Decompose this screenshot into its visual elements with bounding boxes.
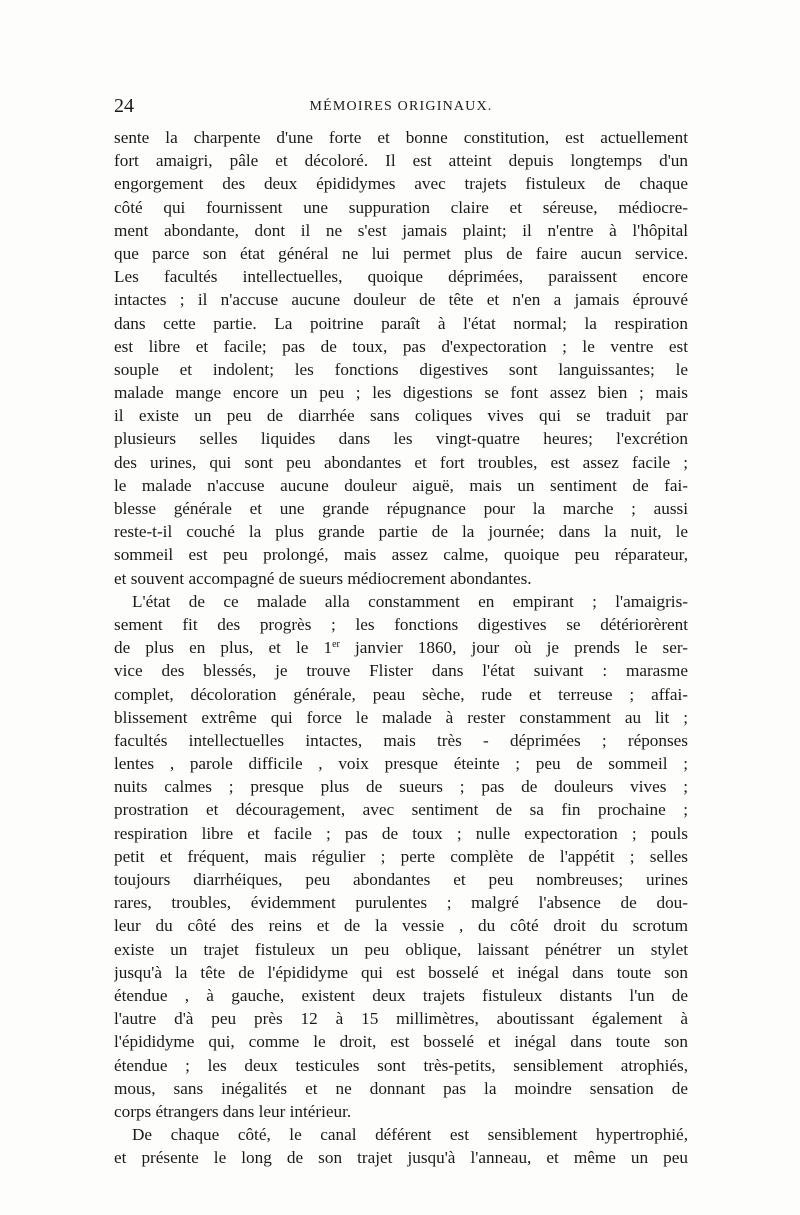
text-line: prostration et découragement, avec sentiment de sa fin prochaine ;: [114, 800, 688, 820]
text-line: reste-t-il couché la plus grande partie de la journée; dans la nuit, le: [114, 522, 688, 542]
text-line: mous, sans inégalités et ne donnant pas la moindre sensation de: [114, 1078, 688, 1098]
text-line: étendue , à gauche, existent deux trajets fistuleux distants l'un de: [114, 985, 688, 1005]
text-line: fort amaigri, pâle et décoloré. Il est atteint depuis longtemps d'un: [114, 151, 688, 171]
text-line: souple et indolent; les fonctions digestives sont languissantes; le: [114, 359, 688, 379]
text-line: existe un trajet fistuleux un peu oblique, laissant pénétrer un stylet: [114, 939, 688, 959]
text-line: sement fit des progrès ; les fonctions digestives se détériorèrent: [114, 614, 688, 634]
text-line: respiration libre et facile ; pas de toux ; nulle expectoration ; pouls: [114, 823, 688, 843]
text-line: toujours diarrhéiques, peu abondantes et peu nombreuses; urines: [114, 870, 688, 889]
text-line: De chaque côté, le canal déférent est sensiblement hypertrophié,: [132, 1125, 688, 1145]
text-line: vice des blessés, je trouve Flister dans l'état suivant : marasme: [114, 661, 688, 681]
ordinal-superscript: er: [332, 639, 340, 651]
text-line: corps étrangers dans leur intérieur.: [114, 1101, 352, 1121]
text-line: et présente le long de son trajet jusqu'à l'anneau, et même un peu: [114, 1148, 688, 1168]
text-line: L'état de ce malade alla constamment en empirant ; l'amaigris-: [132, 591, 688, 611]
text-line: des urines, qui sont peu abondantes et fort troubles, est assez facile ;: [114, 452, 688, 472]
text-line: malade mange encore un peu ; les digestions se font assez bien ; mais: [114, 383, 688, 403]
text-line: et souvent accompagné de sueurs médiocrement abondantes.: [114, 568, 532, 588]
text-line: facultés intellectuelles intactes, mais très - déprimées ; réponses: [114, 730, 688, 750]
text-line: petit et fréquent, mais régulier ; perte complète de l'appétit ; selles: [114, 846, 688, 866]
text-line: est libre et facile; pas de toux, pas d'expectoration ; le ventre est: [114, 336, 688, 356]
page-header: [114, 95, 688, 117]
text-line: leur du côté des reins et de la vessie , du côté droit du scrotum: [114, 916, 688, 936]
text-line: rares, troubles, évidemment purulentes ; malgré l'absence de dou-: [114, 893, 688, 913]
text-segment: de plus en plus, et le 1: [114, 638, 333, 658]
text-line: Les facultés intellectuelles, quoique déprimées, paraissent encore: [114, 267, 688, 287]
text-line: plusieurs selles liquides dans les vingt-quatre heures; l'excrétion: [114, 429, 688, 449]
text-line: l'épididyme qui, comme le droit, est bosselé et inégal dans toute son: [114, 1032, 688, 1052]
text-line: engorgement des deux épididymes avec trajets fistuleux de chaque: [114, 174, 688, 194]
text-line: sommeil est peu prolongé, mais assez calme, quoique peu réparateur,: [114, 545, 688, 565]
text-line: complet, décoloration générale, peau sèche, rude et terreuse ; affai-: [114, 684, 688, 704]
text-line: [114, 636, 688, 659]
text-line: ment abondante, dont il ne s'est jamais plaint; il n'entre à l'hôpital: [114, 220, 688, 240]
text-line: le malade n'accuse aucune douleur aiguë, mais un sentiment de fai-: [114, 475, 688, 495]
text-line: il existe un peu de diarrhée sans coliques vives qui se traduit par: [114, 406, 688, 426]
text-line: côté qui fournissent une suppuration claire et séreuse, médiocre-: [114, 197, 688, 217]
text-line: lentes , parole difficile , voix presque éteinte ; peu de sommeil ;: [114, 754, 688, 774]
text-line: intactes ; il n'accuse aucune douleur de tête et n'en a jamais éprouvé: [114, 290, 688, 310]
text-line: que parce son état général ne lui permet plus de faire aucun service.: [114, 243, 688, 263]
text-segment: janvier 1860, jour où je prends le ser-: [339, 638, 688, 658]
running-head: MÉMOIRES ORIGINAUX.: [309, 99, 493, 114]
body-text: [114, 126, 688, 1169]
text-line: l'autre d'à peu près 12 à 15 millimètres, aboutissant également à: [114, 1009, 688, 1029]
page-number: 24: [114, 95, 134, 117]
text-line: jusqu'à la tête de l'épididyme qui est bosselé et inégal dans toute son: [114, 962, 688, 982]
text-line: blesse générale et une grande répugnance pour la marche ; aussi: [114, 499, 688, 518]
text-line: sente la charpente d'une forte et bonne constitution, est actuellement: [114, 128, 688, 147]
text-line: nuits calmes ; presque plus de sueurs ; pas de douleurs vives ;: [114, 777, 688, 797]
text-line: étendue ; les deux testicules sont très-petits, sensiblement atrophiés,: [114, 1055, 688, 1075]
text-line: blissement extrême qui force le malade à rester constamment au lit ;: [114, 707, 688, 727]
text-line: dans cette partie. La poitrine paraît à l'état normal; la respiration: [114, 313, 688, 333]
